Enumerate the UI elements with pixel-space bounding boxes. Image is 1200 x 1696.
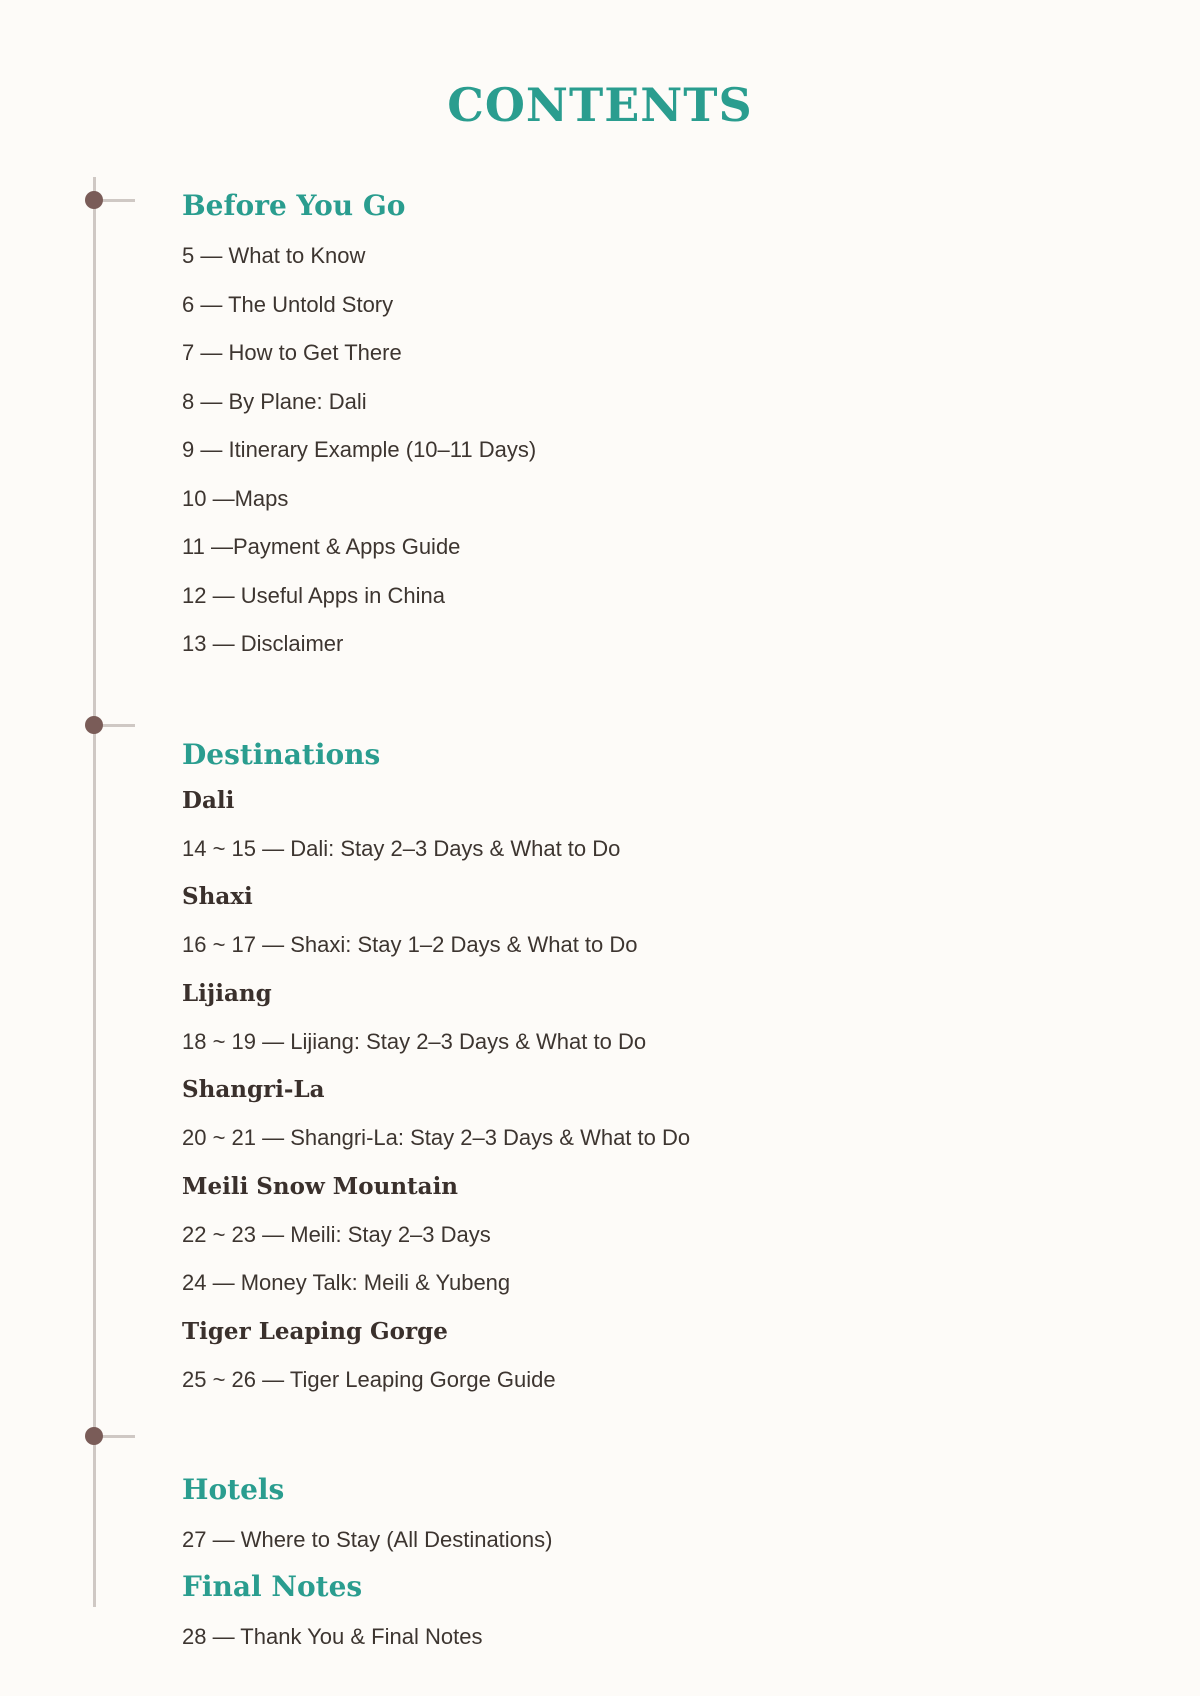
toc-entry[interactable]: 7 — How to Get There bbox=[182, 340, 402, 365]
toc-entry[interactable]: 14 ~ 15 — Dali: Stay 2–3 Days & What to Do bbox=[182, 835, 621, 861]
timeline-dot bbox=[85, 191, 103, 209]
toc-entry[interactable]: 10 —Maps bbox=[182, 485, 289, 511]
toc-entry[interactable]: 25 ~ 26 — Tiger Leaping Gorge Guide bbox=[182, 1366, 556, 1392]
table-of-contents bbox=[182, 184, 1082, 1661]
toc-entry[interactable]: 28 — Thank You & Final Notes bbox=[182, 1623, 483, 1649]
timeline-line bbox=[93, 177, 96, 1607]
page-title: CONTENTS bbox=[447, 78, 753, 132]
toc-entry[interactable]: 11 —Payment & Apps Guide bbox=[182, 534, 461, 559]
toc-entry[interactable]: 13 — Disclaimer bbox=[182, 631, 344, 656]
toc-entry[interactable]: 22 ~ 23 — Meili: Stay 2–3 Days bbox=[182, 1221, 491, 1247]
destination-subheading-shaxi: Shaxi bbox=[182, 883, 253, 910]
section-heading-hotels: Hotels bbox=[182, 1473, 285, 1506]
destination-subheading-tiger-leaping-gorge: Tiger Leaping Gorge bbox=[182, 1317, 448, 1345]
toc-entry[interactable]: 27 — Where to Stay (All Destinations) bbox=[182, 1527, 553, 1552]
toc-entry[interactable]: 24 — Money Talk: Meili & Yubeng bbox=[182, 1270, 511, 1295]
section-heading-final-notes: Final Notes bbox=[182, 1569, 363, 1603]
toc-entry[interactable]: 12 — Useful Apps in China bbox=[182, 582, 445, 608]
toc-entry[interactable]: 5 — What to Know bbox=[182, 243, 366, 268]
toc-entry[interactable]: 18 ~ 19 — Lijiang: Stay 2–3 Days & What to Do bbox=[182, 1028, 647, 1054]
toc-entry[interactable]: 16 ~ 17 — Shaxi: Stay 1–2 Days & What to Do bbox=[182, 932, 638, 957]
destination-subheading-dali: Dali bbox=[182, 786, 235, 814]
timeline-dot bbox=[85, 716, 103, 734]
destination-subheading-meili: Meili Snow Mountain bbox=[182, 1172, 459, 1200]
toc-entry[interactable]: 20 ~ 21 — Shangri-La: Stay 2–3 Days & What to Do bbox=[182, 1125, 691, 1150]
section-heading-before-you-go: Before You Go bbox=[182, 189, 406, 222]
toc-entry[interactable]: 9 — Itinerary Example (10–11 Days) bbox=[182, 437, 537, 462]
timeline-dot bbox=[85, 1427, 103, 1445]
toc-entry[interactable]: 6 — The Untold Story bbox=[182, 291, 394, 317]
destination-subheading-shangri-la: Shangri-La bbox=[182, 1076, 325, 1103]
destination-subheading-lijiang: Lijiang bbox=[182, 979, 272, 1007]
toc-entry[interactable]: 8 — By Plane: Dali bbox=[182, 388, 367, 414]
section-heading-destinations: Destinations bbox=[182, 737, 381, 771]
